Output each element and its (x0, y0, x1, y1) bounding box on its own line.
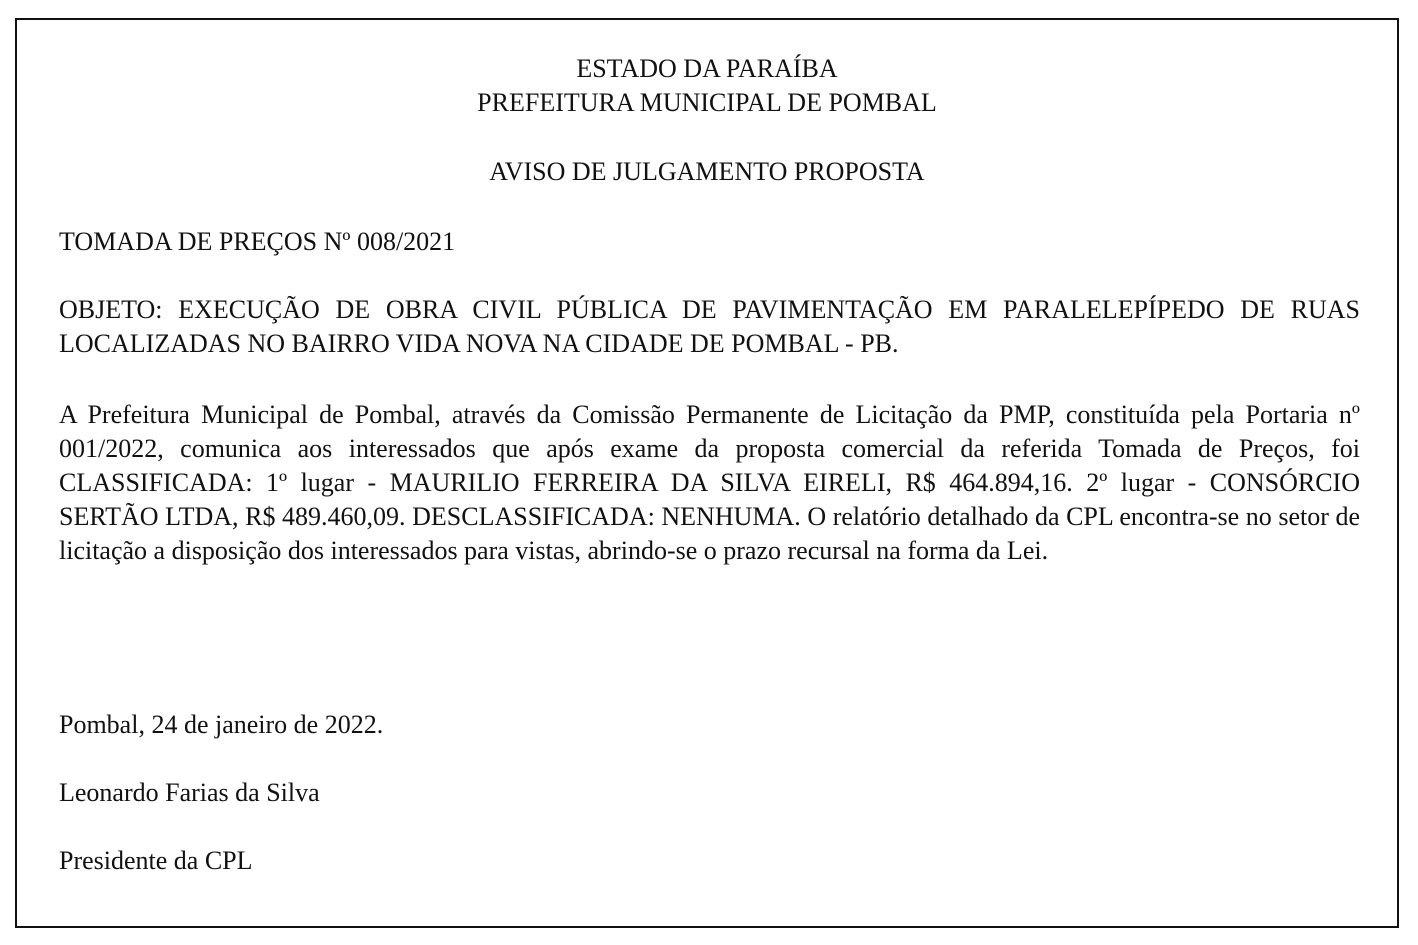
state-heading: ESTADO DA PARAÍBA (576, 54, 838, 83)
place-date: Pombal, 24 de janeiro de 2022. (59, 710, 384, 739)
tender-reference: TOMADA DE PREÇOS Nº 008/2021 (59, 227, 456, 256)
signatory-name: Leonardo Farias da Silva (59, 778, 320, 807)
notice-title: AVISO DE JULGAMENTO PROPOSTA (489, 157, 925, 186)
signatory-role: Presidente da CPL (59, 846, 253, 875)
municipality-heading: PREFEITURA MUNICIPAL DE POMBAL (477, 88, 937, 117)
document-frame (15, 18, 1399, 928)
object-paragraph: OBJETO: EXECUÇÃO DE OBRA CIVIL PÚBLICA DE PAVIMENTAÇÃO EM PARALELEPÍPEDO DE RUAS LOCALIZADAS NO BAIRRO VIDA NOVA NA CIDADE DE POMBAL - PB. (59, 295, 1360, 358)
body-paragraph: A Prefeitura Municipal de Pombal, através da Comissão Permanente de Licitação da PMP, constituída pela Portaria nº 001/2022, comunica aos interessados que após exame da proposta comercial da referida Tomada de Preços, foi CLASSIFICADA: 1º lugar - MAURILIO FERREIRA DA SILVA EIRELI, R$ 464.894,16. 2º lugar - CONSÓRCIO SERTÃO LTDA, R$ 489.460,09. DESCLASSIFICADA: NENHUMA. O relatório detalhado da CPL encontra-se no setor de licitação a disposição dos interessados para vistas, abrindo-se o prazo recursal na forma da Lei. (59, 400, 1360, 565)
